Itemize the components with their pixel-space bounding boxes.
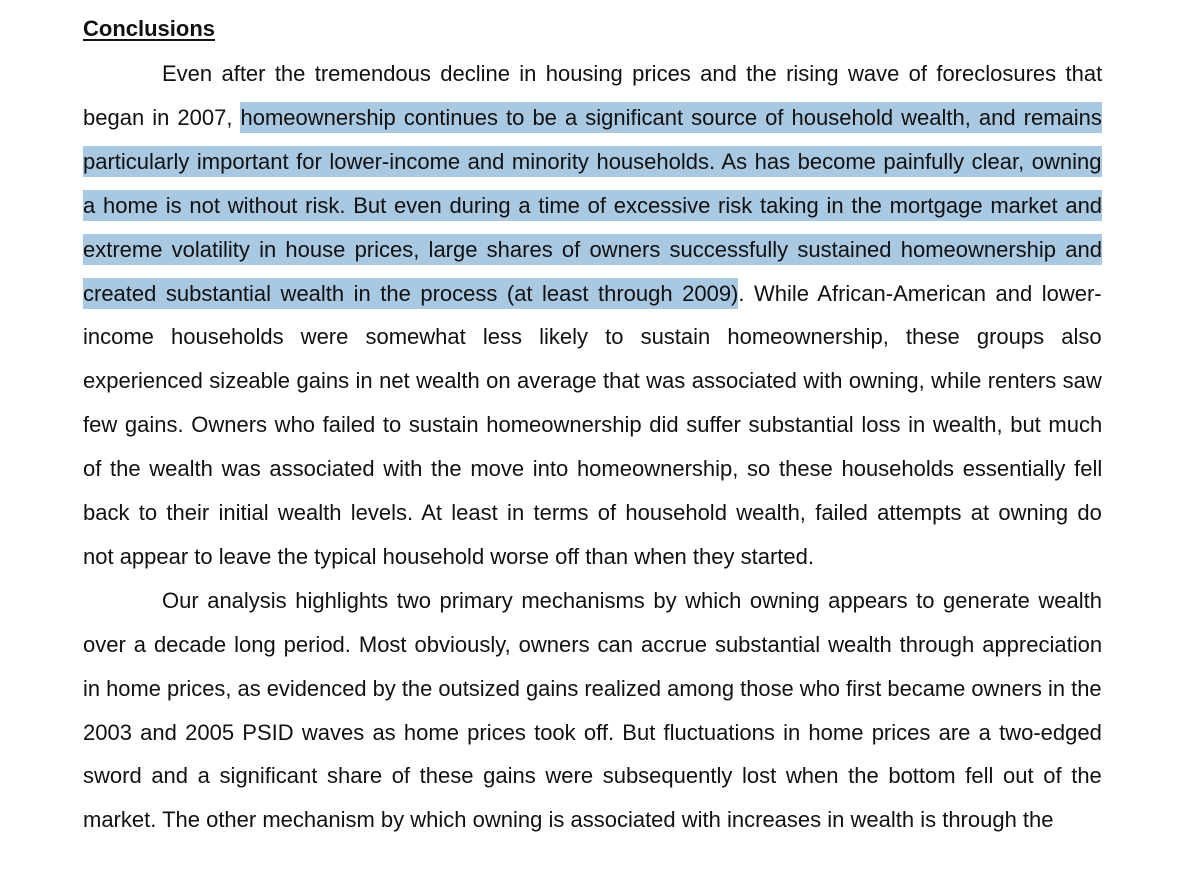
text-line <box>83 363 1102 399</box>
highlighted-text: a home is not without risk. But even during a time of excessive risk taking in the mortgage market and <box>83 190 1102 221</box>
text-line <box>83 539 814 575</box>
text-line <box>83 319 1102 355</box>
text-segment: sword and a significant share of these gains were subsequently lost when the bottom fell out of the <box>83 763 1102 789</box>
text-line <box>83 188 1102 224</box>
text-line <box>83 407 1102 443</box>
text-line <box>83 802 1054 838</box>
text-segment: of the wealth was associated with the move into homeownership, so these households essentially fell <box>83 456 1103 482</box>
text-line <box>83 451 1102 487</box>
text-segment: in home prices, as evidenced by the outsized gains realized among those who first became owners in the <box>83 675 1102 701</box>
text-segment: not appear to leave the typical household worse off than when they started. <box>83 543 814 569</box>
highlighted-text: homeownership continues to be a significant source of household wealth, and remains <box>240 102 1101 133</box>
section-heading: Conclusions <box>83 16 216 41</box>
highlighted-text: extreme volatility in house prices, large shares of owners successfully sustained homeownership and <box>83 234 1102 265</box>
text-line <box>83 627 1102 663</box>
highlighted-text: particularly important for lower-income and minority households. As has become painfully clear, owning <box>83 146 1102 177</box>
text-segment: . While African-American and lower- <box>738 280 1102 306</box>
text-segment: 2003 and 2005 PSID waves as home prices took off. But fluctuations in home prices are a two-edged <box>83 719 1102 745</box>
text-segment: few gains. Owners who failed to sustain homeownership did suffer substantial loss in wealth, but much <box>83 412 1103 438</box>
text-line <box>83 276 1102 312</box>
text-line <box>83 758 1102 794</box>
text-line <box>162 56 1102 92</box>
text-line <box>83 232 1102 268</box>
text-line <box>83 100 1102 136</box>
text-segment: over a decade long period. Most obviously, owners can accrue substantial wealth through appreciation <box>83 631 1103 657</box>
text-segment: market. The other mechanism by which owning is associated with increases in wealth is through the <box>83 807 1054 833</box>
text-segment: income households were somewhat less likely to sustain homeownership, these groups also <box>83 324 1102 350</box>
text-line <box>83 715 1102 751</box>
text-line <box>83 144 1102 180</box>
text-line <box>162 583 1102 619</box>
highlighted-text: created substantial wealth in the process (at least through 2009) <box>83 278 738 309</box>
text-line <box>83 495 1102 531</box>
text-segment: back to their initial wealth levels. At least in terms of household wealth, failed attempts at owning do <box>83 500 1102 525</box>
text-segment: began in 2007, <box>83 104 241 130</box>
text-line <box>83 671 1102 707</box>
text-segment: Our analysis highlights two primary mechanisms by which owning appears to generate wealth <box>162 587 1103 613</box>
text-segment: Even after the tremendous decline in housing prices and the rising wave of foreclosures that <box>162 61 1103 86</box>
text-segment: experienced sizeable gains in net wealth on average that was associated with owning, while renters saw <box>83 368 1102 394</box>
